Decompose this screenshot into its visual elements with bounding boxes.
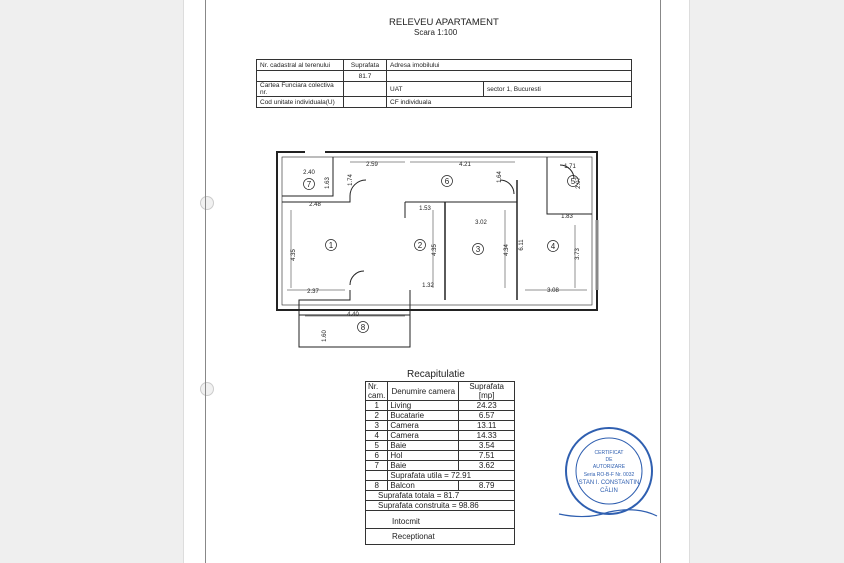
recap-nr: 1 — [366, 401, 388, 411]
address-value — [387, 71, 632, 82]
recap-nr: 6 — [366, 451, 388, 461]
page-scale: Scara 1:100 — [414, 28, 458, 37]
balcony-name: Balcon — [388, 481, 459, 491]
dimension-label: 4.40 — [347, 312, 359, 318]
useful-area: Suprafata utila = 72.91 — [388, 471, 515, 481]
cf-value — [344, 82, 387, 97]
floor-plan — [275, 150, 600, 352]
recap-name: Living — [388, 401, 459, 411]
recap-area: 3.54 — [459, 441, 515, 451]
dimension-label: 4.34 — [504, 244, 510, 256]
dimension-label: 2.40 — [303, 170, 315, 176]
cf-individual-label: CF individuala — [387, 97, 632, 108]
outer-wall — [277, 152, 597, 310]
col-nr-header: Nr. cam. — [366, 382, 388, 401]
dimension-label: 3.73 — [575, 248, 581, 260]
recap-row — [366, 431, 515, 441]
room-number: 6 — [444, 176, 450, 186]
property-info-table — [256, 59, 632, 108]
dimension-label: 2.59 — [366, 162, 378, 168]
balcony-nr: 8 — [366, 481, 388, 491]
stamp-line-4: Seria RO-B-F Nr. 0032 — [583, 472, 635, 478]
total-area: Suprafata totala = 81.7 — [366, 491, 515, 501]
dimension-label: 1.60 — [322, 330, 328, 342]
stamp-line-6: CĂLIN — [600, 488, 618, 494]
cadastral-label: Nr. cadastral al terenului — [257, 60, 344, 71]
room-number: 7 — [306, 179, 312, 189]
built-area: Suprafata construita = 98.86 — [366, 501, 515, 511]
room-number: 1 — [328, 240, 334, 250]
recap-area: 3.62 — [459, 461, 515, 471]
area-value: 81.7 — [344, 71, 387, 82]
room-number: 8 — [360, 322, 366, 332]
recap-nr: 4 — [366, 431, 388, 441]
door-arc-4 — [350, 271, 364, 285]
uat-value: sector 1, Bucuresti — [484, 82, 632, 97]
recap-area: 6.57 — [459, 411, 515, 421]
recap-nr: 7 — [366, 461, 388, 471]
dimension-label: 4.35 — [291, 249, 297, 261]
recap-title: Recapitulatie — [407, 369, 465, 380]
recap-nr: 3 — [366, 421, 388, 431]
dimension-label: 1.71 — [564, 164, 576, 170]
dimension-label: 3.08 — [547, 288, 559, 294]
recap-name: Bucatarie — [388, 411, 459, 421]
col-name-header: Denumire camera — [388, 382, 459, 401]
recap-name: Baie — [388, 461, 459, 471]
recap-nr: 2 — [366, 411, 388, 421]
dimension-label: 3.02 — [475, 220, 487, 226]
recap-name: Baie — [388, 441, 459, 451]
stamp-line-5: STAN I. CONSTANTIN — [578, 480, 640, 486]
authorization-stamp — [557, 424, 662, 524]
cadastral-value — [257, 71, 344, 82]
col-area-header: Suprafata [mp] — [459, 382, 515, 401]
dimension-label: 6.11 — [519, 239, 525, 251]
dimension-label: 4.35 — [432, 244, 438, 256]
dimension-label: 1.63 — [325, 177, 331, 189]
dimension-label: 1.64 — [497, 171, 503, 183]
recap-nr: 5 — [366, 441, 388, 451]
recap-row — [366, 421, 515, 431]
page-title: RELEVEU APARTAMENT — [389, 17, 499, 28]
dimension-label: 1.83 — [561, 214, 573, 220]
stamp-line-3: AUTORIZARE — [592, 464, 626, 470]
stamp-line-1: CERTIFICAT — [594, 450, 624, 456]
recap-name: Camera — [388, 431, 459, 441]
recap-row — [366, 451, 515, 461]
stamp-line-2: DE — [605, 457, 613, 463]
unit-value — [344, 97, 387, 108]
recap-row — [366, 401, 515, 411]
balcony-outline — [299, 290, 410, 347]
intocmit-label: Intocmit — [366, 511, 515, 529]
recap-name: Hol — [388, 451, 459, 461]
balcony-area: 8.79 — [459, 481, 515, 491]
recap-row — [366, 461, 515, 471]
dimension-label: 2.07 — [576, 177, 582, 189]
uat-label: UAT — [387, 82, 484, 97]
receptionat-label: Receptionat — [366, 529, 515, 545]
wall-baie-7 — [282, 157, 333, 196]
room-number: 5 — [570, 176, 576, 186]
recap-row — [366, 411, 515, 421]
recap-row — [366, 441, 515, 451]
dimension-label: 1.53 — [419, 206, 431, 212]
unit-label: Cod unitate individuala(U) — [257, 97, 344, 108]
cf-label: Cartea Funciara colectiva nr. — [257, 82, 344, 97]
room-number: 2 — [417, 240, 423, 250]
dimension-label: 4.21 — [459, 162, 471, 168]
room-number: 3 — [475, 244, 481, 254]
dimension-label: 1.32 — [422, 283, 434, 289]
area-label: Suprafata — [344, 60, 387, 71]
recap-name: Camera — [388, 421, 459, 431]
recap-area: 7.51 — [459, 451, 515, 461]
dimension-label: 1.74 — [348, 174, 354, 186]
recap-table — [365, 381, 515, 545]
dimension-label: 2.37 — [307, 289, 319, 295]
recap-area: 24.23 — [459, 401, 515, 411]
recap-area: 14.33 — [459, 431, 515, 441]
recap-area: 13.11 — [459, 421, 515, 431]
address-label: Adresa imobilului — [387, 60, 632, 71]
dimension-label: 2.48 — [309, 202, 321, 208]
room-number: 4 — [550, 241, 556, 251]
